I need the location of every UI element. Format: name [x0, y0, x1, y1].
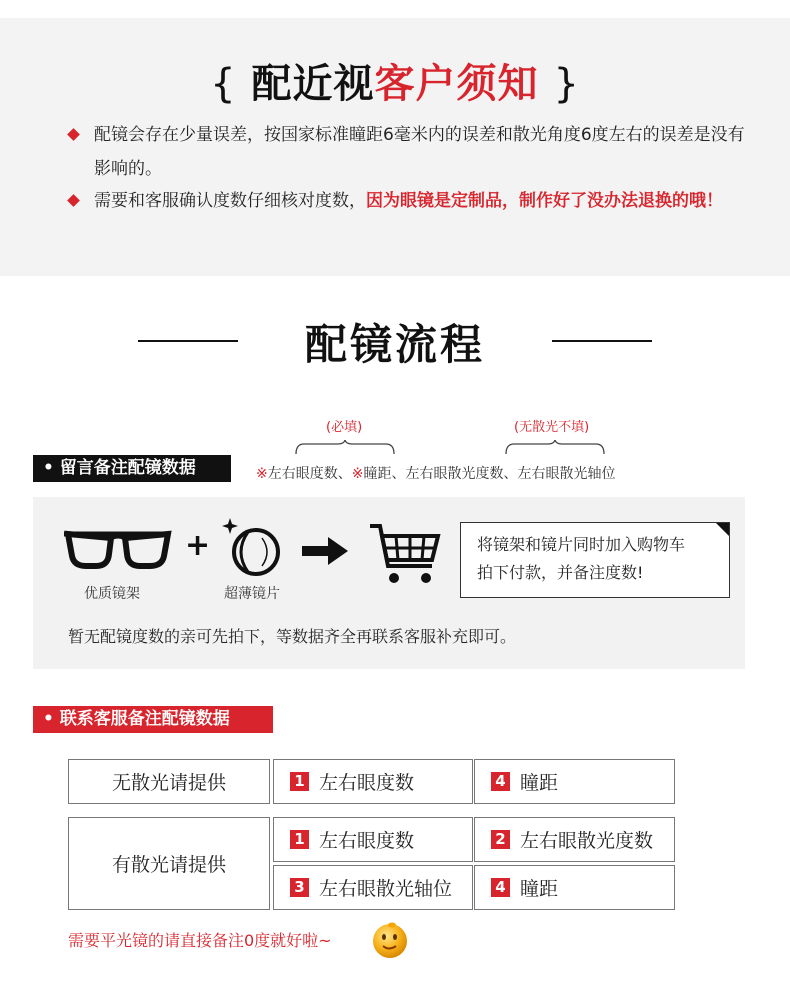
no-astigmatism-header: 无散光请提供: [68, 759, 270, 804]
diamond-bullet-icon: [67, 194, 80, 207]
glasses-icon: [62, 528, 174, 570]
note-corner-fold: [716, 523, 729, 536]
diamond-bullet-icon: [67, 128, 80, 141]
note-line-2: 拍下付款，并备注度数!: [477, 563, 644, 582]
notice-bullet-1: [66, 118, 746, 186]
cell-label: 左右眼度数: [319, 830, 415, 852]
cell-label: 左右眼散光轴位: [319, 878, 453, 900]
process-title: 配镜流程: [304, 320, 485, 369]
plus-sign: +: [185, 528, 211, 563]
title-right-line: [552, 340, 652, 342]
lens-icon: [218, 518, 288, 578]
cell-label: 瞳距: [520, 878, 559, 900]
number-badge: 4: [491, 772, 510, 791]
table-cell: [273, 759, 473, 804]
required-bracket: [294, 440, 396, 456]
table-cell: [273, 817, 473, 862]
required-label: (必填): [326, 420, 363, 435]
cell-label: 瞳距: [520, 772, 559, 794]
plain-glasses-note: 需要平光镜的请直接备注0度就好啦~: [68, 931, 332, 950]
title-brace-open: {: [210, 61, 237, 107]
number-badge: 3: [290, 878, 309, 897]
annotation-tag: • 留言备注配镜数据: [33, 455, 231, 482]
bullet-2-text: 需要和客服确认度数仔细核对度数，: [94, 191, 366, 211]
number-badge: 2: [491, 830, 510, 849]
bullet-1-text: 配镜会存在少量误差，按国家标准瞳距6毫米内的误差和散光角度6度左右的误差是没有影响的。: [94, 125, 745, 179]
optional-bracket: [504, 440, 606, 456]
no-prescription-tip: 暂无配镜度数的亲可先拍下，等数据齐全再联系客服补充即可。: [68, 627, 517, 646]
bullet-2-red-text: 因为眼镜是定制品，制作好了没办法退换的哦！: [366, 191, 723, 211]
required-star: ※: [351, 466, 364, 482]
cell-label: 左右眼散光度数: [520, 830, 654, 852]
frame-caption: 优质镜架: [84, 586, 140, 602]
astigmatism-header: 有散光请提供: [68, 817, 270, 910]
shopping-cart-icon: [368, 522, 442, 588]
data-item-2: 瞳距、左右眼散光度数、左右眼散光轴位: [363, 466, 616, 482]
note-line-1: 将镜架和镜片同时加入购物车: [477, 535, 686, 554]
title-part-black: 配近视: [251, 61, 375, 107]
required-star: ※: [256, 466, 268, 482]
cell-label: 左右眼度数: [319, 772, 415, 794]
notice-section: [0, 18, 790, 276]
required-data-line: [256, 463, 615, 483]
title-brace-close: }: [553, 61, 580, 107]
data-item-1: 左右眼度数、: [267, 466, 352, 482]
contact-tag: • 联系客服备注配镜数据: [33, 706, 273, 733]
table-cell: [474, 817, 675, 862]
table-cell: [273, 865, 473, 910]
number-badge: 1: [290, 830, 309, 849]
smiley-emoji-icon: [370, 920, 410, 960]
lens-caption: 超薄镜片: [224, 586, 280, 602]
table-cell: [474, 759, 675, 804]
table-cell: [474, 865, 675, 910]
notice-bullet-2: [66, 184, 746, 218]
title-part-red: 客户须知: [374, 61, 539, 107]
arrow-right-icon: [302, 537, 348, 565]
notice-title: [0, 52, 790, 109]
number-badge: 1: [290, 772, 309, 791]
astigmatism-optional-label: (无散光不填): [514, 420, 590, 435]
add-to-cart-note: [460, 522, 730, 598]
number-badge: 4: [491, 878, 510, 897]
